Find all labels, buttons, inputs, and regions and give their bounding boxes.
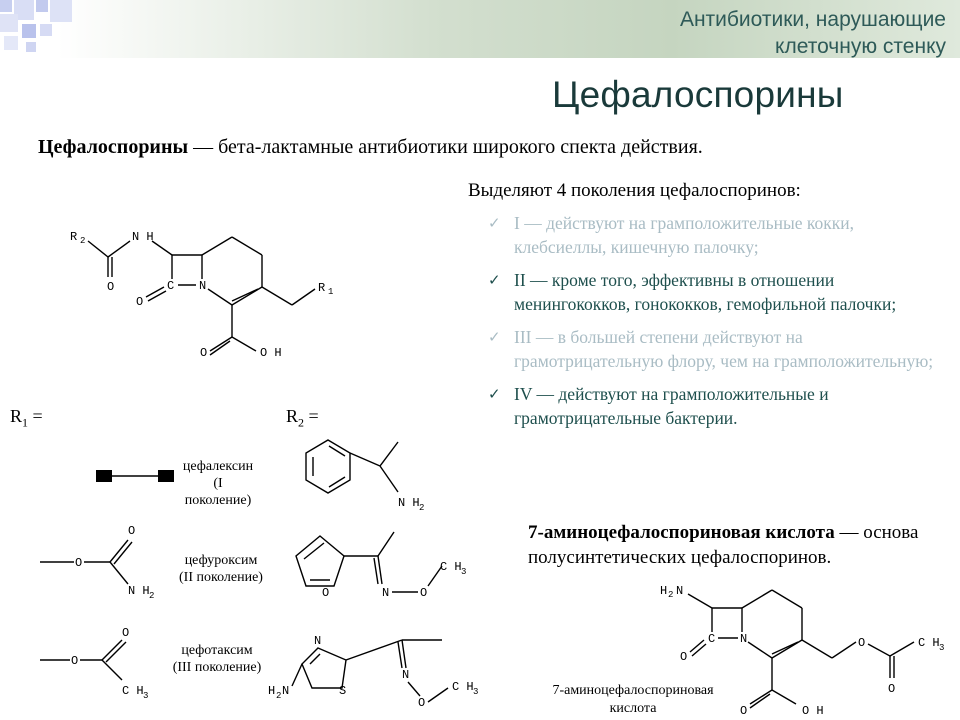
- r2-label: [286, 406, 319, 431]
- bond: [750, 690, 772, 704]
- atom-label: 1: [328, 287, 334, 297]
- bond: [232, 237, 262, 255]
- bond: [210, 337, 232, 351]
- atom-label: O H: [260, 346, 282, 360]
- definition-term: Цефалоспорины: [38, 136, 189, 158]
- r1-letter: R: [10, 406, 23, 426]
- block-atom: [96, 470, 112, 482]
- bond: [380, 466, 398, 492]
- atom-label: O: [128, 524, 136, 538]
- bond: [868, 644, 890, 656]
- bond: [692, 644, 706, 656]
- deco-square: [36, 0, 48, 12]
- generation-text: II — кроме того, эффективны в отношении менингококков, гонококков, гемофильной палочки;: [514, 270, 897, 314]
- bond: [148, 291, 166, 301]
- bond: [772, 590, 802, 608]
- generation-text: IV — действуют на грамположительные и грамотрицательные бактерии.: [514, 384, 829, 428]
- bond: [146, 287, 164, 297]
- atom-label: O: [858, 636, 866, 650]
- acid-description: [528, 520, 948, 570]
- atom-label: C H: [440, 560, 462, 574]
- r1-number: 1: [22, 415, 29, 430]
- checkmark-icon: ✓: [488, 216, 501, 232]
- checkmark-icon: ✓: [488, 330, 501, 346]
- r2-cefuroxime-structure: [282, 526, 472, 606]
- drug-label-cefuroxime: [166, 552, 276, 586]
- decorative-squares: [0, 0, 80, 60]
- atom-label: O: [200, 346, 208, 360]
- atom-label: O: [107, 280, 115, 294]
- bond: [350, 453, 380, 466]
- bond: [262, 287, 292, 305]
- atom-label: S: [339, 684, 347, 698]
- drug-name: цефотаксим: [181, 643, 253, 658]
- generation-item: [488, 268, 948, 316]
- bond: [398, 642, 402, 668]
- generations-list: [488, 211, 948, 439]
- bond: [772, 642, 798, 654]
- bond: [742, 590, 772, 608]
- r2-letter: R: [286, 406, 299, 426]
- atom-label: N: [402, 668, 410, 682]
- bond: [152, 241, 172, 255]
- atom-label: 2: [80, 236, 86, 246]
- bond: [110, 562, 128, 584]
- caption-line: 7-аминоцефалоспориновая: [552, 683, 714, 698]
- r2-cefotaxime-structure: [262, 630, 492, 710]
- atom-label: 3: [473, 687, 479, 697]
- generations-intro: Выделяют 4 поколения цефалоспоринов:: [468, 180, 801, 201]
- atom-label: O H: [802, 704, 824, 718]
- deco-square: [22, 24, 36, 38]
- r2-cefalexin-structure: [282, 436, 442, 520]
- deco-square: [26, 42, 36, 52]
- definition-text: — бета-лактамные антибиотики широкого спекта действия.: [188, 136, 703, 158]
- acid-text: — основа полусинтетических цефалоспоринов.: [528, 522, 919, 568]
- drug-name: цефуроксим: [184, 553, 258, 568]
- bond: [329, 446, 345, 456]
- atom-label: C H: [122, 684, 144, 698]
- atom-label: C H: [918, 636, 940, 650]
- bond: [304, 543, 324, 559]
- bond: [102, 660, 122, 680]
- bond: [378, 532, 394, 556]
- bond: [106, 642, 126, 662]
- atom-label: 3: [939, 643, 945, 653]
- drug-generation: (I: [213, 476, 223, 491]
- r1-cefotaxime-structure: [36, 624, 166, 704]
- atom-label: O: [680, 650, 688, 664]
- atom-label: O: [888, 682, 896, 696]
- bond: [748, 642, 772, 658]
- atom-label: N H: [128, 584, 150, 598]
- atom-label: 2: [149, 591, 155, 601]
- bond: [402, 640, 406, 668]
- r1-label: [10, 406, 43, 431]
- bond: [428, 688, 448, 702]
- checkmark-icon: ✓: [488, 387, 501, 403]
- bond: [232, 289, 258, 301]
- atom-label: O: [71, 654, 79, 668]
- slide-subtitle: [680, 6, 946, 60]
- deco-square: [50, 0, 72, 22]
- atom-label: O: [322, 586, 330, 600]
- atom-label: 2: [419, 503, 425, 513]
- atom-label: N H: [398, 496, 420, 510]
- bond: [232, 337, 256, 351]
- atom-label: N: [314, 634, 322, 648]
- bond: [210, 341, 230, 355]
- bond: [832, 642, 856, 658]
- bond: [408, 682, 420, 696]
- bond: [802, 640, 832, 658]
- drug-generation: (III поколение): [172, 660, 262, 675]
- deco-square: [40, 24, 52, 36]
- bond: [750, 694, 770, 708]
- atom-label: O: [420, 586, 428, 600]
- atom-label: R: [70, 230, 78, 244]
- bond: [890, 642, 914, 656]
- slide-title: Цефалоспорины: [552, 74, 844, 115]
- atom-label: N: [282, 684, 290, 698]
- definition: [38, 136, 918, 159]
- bond: [102, 640, 122, 660]
- deco-square: [0, 14, 18, 32]
- bond: [329, 477, 345, 487]
- bond: [292, 664, 302, 686]
- bond: [772, 690, 796, 704]
- atom-label: O: [418, 696, 426, 710]
- generation-item: [488, 211, 948, 259]
- acid-caption: [538, 682, 728, 718]
- bond: [688, 594, 712, 608]
- atom-label: C: [167, 279, 175, 293]
- bond: [378, 556, 382, 584]
- drug-label-cefotaxime: [160, 642, 274, 676]
- atom-label: C H: [452, 680, 474, 694]
- drug-name: цефалексин: [182, 459, 254, 474]
- atom-label: N: [382, 586, 390, 600]
- bond: [310, 654, 320, 664]
- atom-label: 2: [668, 590, 674, 600]
- r2-equals: =: [304, 406, 319, 426]
- atom-label: N: [676, 584, 684, 598]
- r2-number: 2: [298, 415, 305, 430]
- bond: [346, 640, 402, 660]
- bond: [690, 640, 704, 652]
- bond: [88, 241, 108, 257]
- generation-item: [488, 325, 948, 373]
- drug-label-cefalexin: [168, 458, 268, 509]
- generation-item: [488, 382, 948, 430]
- bond: [202, 237, 232, 255]
- bond: [374, 558, 378, 584]
- r1-cefuroxime-structure: [36, 518, 176, 608]
- cephalosporin-core-formula: [60, 215, 360, 375]
- atom-label: O: [136, 295, 144, 309]
- deco-square: [4, 36, 18, 50]
- atom-label: O: [122, 626, 130, 640]
- atom-label: O: [740, 704, 748, 718]
- bond: [108, 241, 130, 257]
- generation-text: I — действуют на грамположительные кокки, клебсиеллы, кишечную палочку;: [514, 213, 854, 257]
- atom-label: 3: [143, 691, 149, 701]
- subtitle-line: Антибиотики, нарушающие: [679, 8, 946, 31]
- atom-label: H: [660, 584, 668, 598]
- drug-generation: поколение): [184, 493, 252, 508]
- thiazole-ring: [302, 648, 346, 688]
- acid-term: 7-аминоцефалоспориновая кислота: [528, 522, 835, 543]
- bond: [292, 289, 315, 305]
- atom-label: 2: [276, 691, 282, 701]
- atom-label: N: [199, 279, 207, 293]
- bond: [380, 442, 398, 466]
- atom-label: H: [268, 684, 276, 698]
- r1-equals: =: [28, 406, 43, 426]
- caption-line: кислота: [609, 701, 657, 716]
- atom-label: R: [318, 281, 326, 295]
- atom-label: C: [708, 632, 716, 646]
- atom-label: N: [740, 632, 748, 646]
- atom-label: N H: [132, 230, 154, 244]
- bond: [208, 289, 232, 305]
- checkmark-icon: ✓: [488, 273, 501, 289]
- deco-square: [0, 0, 12, 12]
- atom-label: O: [75, 556, 83, 570]
- generation-text: III — в большей степени действуют на грамотрицательную флору, чем на грамположительную;: [514, 327, 934, 371]
- furan-ring: [296, 536, 344, 586]
- drug-generation: (II поколение): [179, 570, 263, 585]
- subtitle-line: клеточную стенку: [775, 35, 946, 58]
- atom-label: 3: [461, 567, 467, 577]
